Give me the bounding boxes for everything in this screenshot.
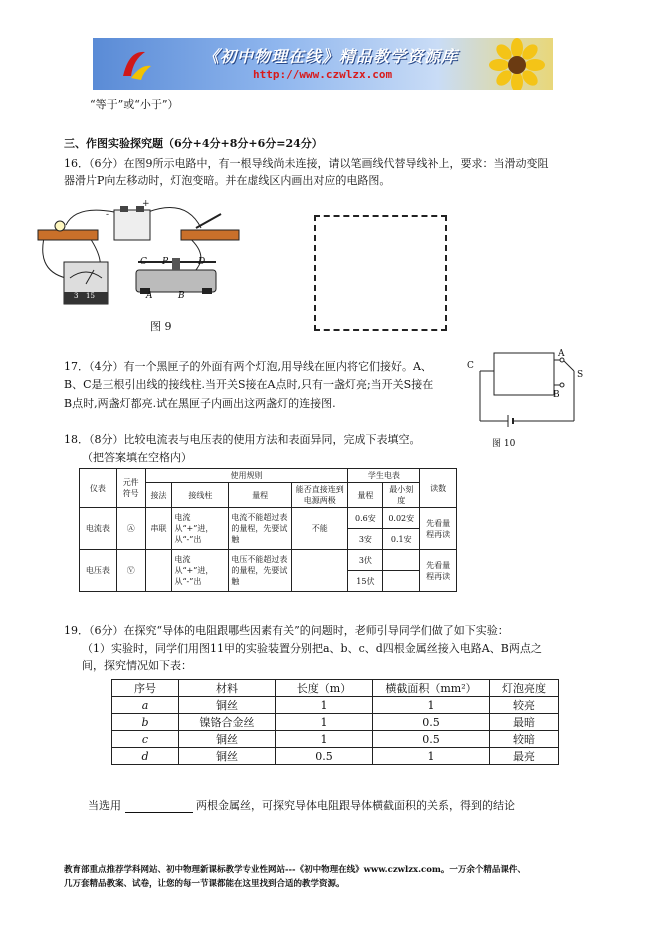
cell-ammeter-range2: 3安 xyxy=(348,529,383,550)
svg-text:+: + xyxy=(142,200,150,209)
cell-length: 1 xyxy=(276,731,373,748)
th-instrument: 仪表 xyxy=(80,469,117,508)
q19-bottom-pre: 当选用 xyxy=(88,799,121,812)
wire-experiment-table xyxy=(111,679,559,765)
cell-material: 铜丝 xyxy=(179,697,276,714)
drawing-area-dashed-box[interactable] xyxy=(314,215,447,331)
th-method: 接法 xyxy=(145,483,172,508)
cell-material: 镍铬合金丝 xyxy=(179,714,276,731)
table-row xyxy=(112,697,559,714)
th-student-meter: 学生电表 xyxy=(348,469,420,483)
continued-text: “等于”或“小于”） xyxy=(90,98,179,111)
table-header-row xyxy=(112,680,559,697)
svg-text:-: - xyxy=(106,210,110,220)
table-row xyxy=(112,731,559,748)
cell-brightness: 最暗 xyxy=(490,714,559,731)
th-range2: 量程 xyxy=(348,483,383,508)
cell-area: 0.5 xyxy=(373,731,490,748)
q18-text-line2: （把答案填在空格内） xyxy=(82,451,192,464)
th-reading: 读数 xyxy=(420,469,457,508)
cell-index: d xyxy=(112,748,179,765)
fig9-label-a: A xyxy=(146,291,153,301)
page-footer xyxy=(64,863,604,891)
banner-url[interactable]: http://www.czwlzx.com xyxy=(253,68,393,81)
header-banner xyxy=(93,38,553,90)
table-row xyxy=(112,714,559,731)
q19-bottom-post: 两根金属丝，可探究导体电阻跟导体横截面积的关系，得到的结论 xyxy=(196,799,515,812)
figure-9-circuit xyxy=(36,200,241,335)
q19-text-line3: 间，探究情况如下表： xyxy=(82,659,192,672)
th-material: 材料 xyxy=(179,680,276,697)
fig9-caption: 图 9 xyxy=(150,320,172,333)
q18-text-line1: 18．（8分）比较电流表与电压表的使用方法和表面异同，完成下表填空。 xyxy=(64,433,421,446)
cell-ammeter-range1: 0.6安 xyxy=(348,508,383,529)
cell-ammeter-name: 电流表 xyxy=(80,508,117,550)
fig10-label-s: S xyxy=(577,370,584,380)
cell-voltmeter-range2: 15伏 xyxy=(348,571,383,592)
q17-text-line1: 17．（4分）有一个黑匣子的外面有两个灯泡,用导线在匣内将它们接好。A、 xyxy=(64,360,432,373)
figure-10-black-box xyxy=(470,345,590,430)
meter-comparison-table xyxy=(79,468,457,592)
cell-material: 铜丝 xyxy=(179,731,276,748)
q19-text-line1: 19．（6分）在探究“导体的电阻跟哪些因素有关”的问题时，老师引导同学们做了如下实验： xyxy=(64,624,509,637)
th-rules: 使用规则 xyxy=(145,469,348,483)
fig10-label-a: A xyxy=(558,349,565,359)
cell-ammeter-read: 先看量程再读 xyxy=(420,508,457,550)
answer-blank[interactable] xyxy=(125,801,193,813)
cell-length: 0.5 xyxy=(276,748,373,765)
table-row xyxy=(112,748,559,765)
voltmeter-symbol-icon: Ⓥ xyxy=(116,550,145,592)
cell-voltmeter-terminal: 电流从“+”进，从“-”出 xyxy=(172,550,229,592)
cell-voltmeter-range: 电压不能超过表的量程，先要试触 xyxy=(229,550,292,592)
fig10-label-c: C xyxy=(467,361,474,371)
cell-index: c xyxy=(112,731,179,748)
answer-voltmeter-min2[interactable] xyxy=(383,571,420,592)
fig10-caption: 图 10 xyxy=(492,439,516,449)
answer-voltmeter-min1[interactable] xyxy=(383,550,420,571)
cell-area: 1 xyxy=(373,697,490,714)
cell-area: 0.5 xyxy=(373,714,490,731)
q19-bottom-line xyxy=(88,797,515,813)
section-heading: 三、作图实验探究题（6分+4分+8分+6分=24分） xyxy=(64,137,323,150)
cell-length: 1 xyxy=(276,697,373,714)
meter-label-15: 15 xyxy=(86,292,95,300)
site-logo-icon xyxy=(119,46,153,82)
q16-text-line1: 16．（6分）在图9所示电路中，有一根导线尚未连接，请以笔画线代替导线补上，要求：当滑动变阻 xyxy=(64,157,549,170)
cell-ammeter-min2: 0.1安 xyxy=(383,529,420,550)
cell-index: a xyxy=(112,697,179,714)
th-range: 量程 xyxy=(229,483,292,508)
meter-label-3: 3 xyxy=(74,292,79,300)
q17-text-line2: B、C是三根引出线的接线柱.当开关S接在A点时,只有一盏灯亮;当开关S接在 xyxy=(64,378,434,391)
ammeter-symbol-icon: Ⓐ xyxy=(116,508,145,550)
th-area: 横截面积（mm²） xyxy=(373,680,490,697)
cell-voltmeter-read: 先看量程再读 xyxy=(420,550,457,592)
fig9-label-b: B xyxy=(178,291,185,301)
fig10-label-b: B xyxy=(553,390,560,400)
footer-line1: 教育部重点推荐学科网站、初中物理新课标教学专业性网站---《初中物理在线》www.czwlzx.com。一万余个精品课件、 xyxy=(64,865,526,875)
q19-text-line2: （1）实验时，同学们用图11甲的实验装置分别把a、b、c、d四根金属丝接入电路A、B两点之 xyxy=(82,642,542,655)
fig9-label-c: C xyxy=(140,257,147,267)
footer-line2: 几万套精品教案、试卷，让您的每一节课都能在这里找到合适的教学资源。 xyxy=(64,879,345,889)
cell-brightness: 最亮 xyxy=(490,748,559,765)
cell-ammeter-terminal: 电流从“+”进，从“-”出 xyxy=(172,508,229,550)
cell-ammeter-direct: 不能 xyxy=(291,508,348,550)
th-brightness: 灯泡亮度 xyxy=(490,680,559,697)
cell-brightness: 较亮 xyxy=(490,697,559,714)
th-direct: 能否直接连到电源两极 xyxy=(291,483,348,508)
cell-voltmeter-name: 电压表 xyxy=(80,550,117,592)
answer-voltmeter-method[interactable] xyxy=(145,550,172,592)
th-length: 长度（m） xyxy=(276,680,373,697)
cell-ammeter-min1: 0.02安 xyxy=(383,508,420,529)
th-symbol: 元件符号 xyxy=(116,469,145,508)
cell-ammeter-range: 电流不能超过表的量程，先要试触 xyxy=(229,508,292,550)
sunflower-icon xyxy=(485,38,547,90)
th-index: 序号 xyxy=(112,680,179,697)
cell-ammeter-method: 串联 xyxy=(145,508,172,550)
th-min-scale: 最小刻度 xyxy=(383,483,420,508)
q17-text-line3: B点时,两盏灯都亮.试在黑匣子内画出这两盏灯的连接图. xyxy=(64,397,336,410)
cell-material: 铜丝 xyxy=(179,748,276,765)
fig9-label-d: D xyxy=(198,257,206,267)
cell-index: b xyxy=(112,714,179,731)
cell-brightness: 较暗 xyxy=(490,731,559,748)
q16-text-line2: 器滑片P向左移动时，灯泡变暗。并在虚线区内画出对应的电路图。 xyxy=(64,174,391,187)
fig9-label-p: P xyxy=(162,257,169,267)
banner-title: 《初中物理在线》精品教学资源库 xyxy=(203,47,459,66)
th-terminal: 接线柱 xyxy=(172,483,229,508)
cell-area: 1 xyxy=(373,748,490,765)
cell-length: 1 xyxy=(276,714,373,731)
cell-voltmeter-range1: 3伏 xyxy=(348,550,383,571)
answer-voltmeter-direct[interactable] xyxy=(291,550,348,592)
